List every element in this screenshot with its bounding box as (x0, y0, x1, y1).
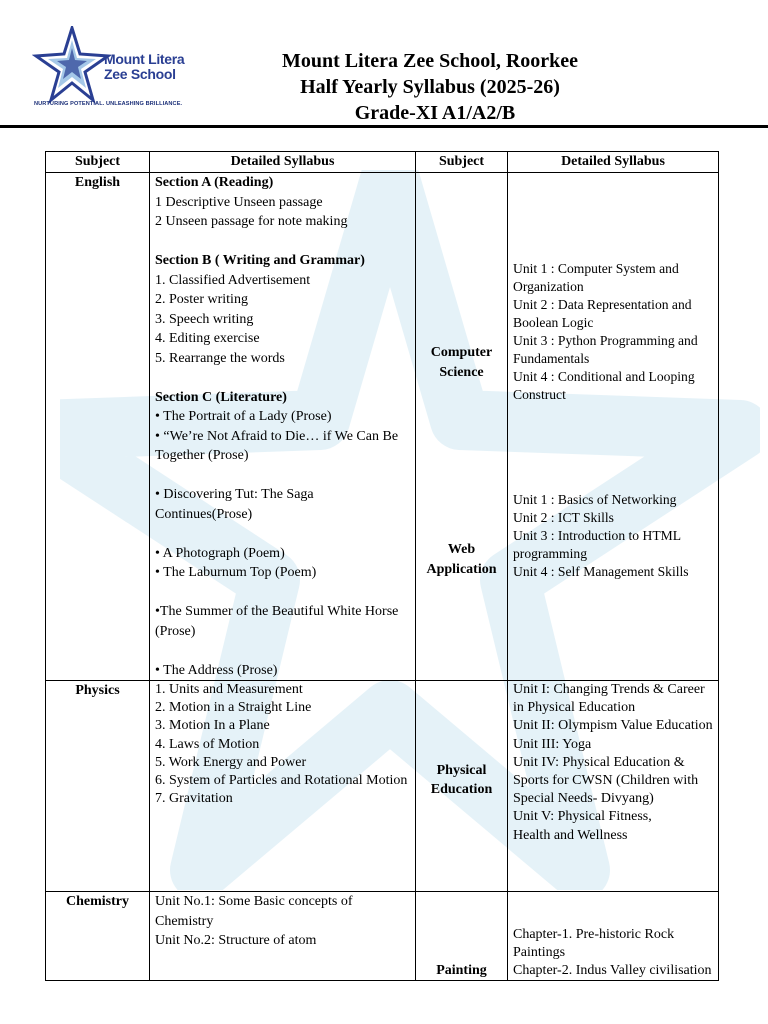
english-syllabus (150, 173, 416, 681)
syllabus-item: 7. Gravitation (155, 791, 233, 807)
syllabus-item: Unit No.2: Structure of atom (155, 933, 317, 948)
subject-physics: Physics (46, 681, 150, 892)
syllabus-item: Unit 3 : Python Programming and Fundamentals (513, 333, 698, 366)
syllabus-item: Unit No.1: Some Basic concepts of Chemistry (155, 894, 353, 929)
syllabus-item: • A Photograph (Poem) (155, 545, 285, 561)
syllabus-item: 2 Unseen passage for note making (155, 214, 348, 229)
syllabus-item: 1. Units and Measurement (155, 682, 303, 697)
syllabus-item: Unit III: Yoga (513, 736, 592, 752)
spacer (155, 232, 410, 252)
syllabus-item: 1 Descriptive Unseen passage (155, 194, 323, 210)
logo-wordmark (104, 52, 184, 82)
syllabus-item: • “We’re Not Afraid to Die… if We Can Be Together (Prose) (155, 428, 399, 463)
table-header-row (46, 152, 719, 173)
syllabus-item: Chapter-2. Indus Valley civilisation (513, 963, 712, 978)
syllabus-item: 4. Laws of Motion (155, 736, 260, 752)
syllabus-item: • The Laburnum Top (Poem) (155, 565, 317, 580)
physics-syllabus-list (155, 681, 410, 808)
syllabus-item: 6. System of Particles and Rotational Motion (155, 773, 408, 789)
logo-name-line1: Mount Litera (104, 51, 185, 67)
syllabus-item: Unit IV: Physical Education & Sports for CWSN (Children with Special Needs- Divyang) (513, 754, 699, 807)
syllabus-item: Unit 4 : Self Management Skills (513, 564, 689, 579)
computer-science-syllabus-list (513, 260, 713, 404)
syllabus-item: • The Address (Prose) (155, 662, 278, 678)
cs-web-syllabus (508, 173, 719, 681)
syllabus-item: 3. Speech writing (155, 311, 254, 327)
physical-education-syllabus (508, 681, 719, 892)
syllabus-item: 1. Classified Advertisement (155, 272, 311, 288)
spacer (155, 583, 410, 603)
subject-cs-web (416, 173, 508, 681)
syllabus-item: 2. Motion in a Straight Line (155, 700, 312, 716)
syllabus-item: Unit 3 : Introduction to HTML programming (513, 528, 681, 561)
header-divider (0, 125, 768, 128)
subject-physical-education: Physical Education (416, 681, 508, 892)
spacer (155, 466, 410, 486)
painting-syllabus (508, 892, 719, 981)
painting-syllabus-list (513, 926, 713, 980)
physics-syllabus (150, 681, 416, 892)
syllabus-item: 2. Poster writing (155, 292, 248, 307)
syllabus-item: Unit 2 : ICT Skills (513, 510, 614, 525)
syllabus-item: • Discovering Tut: The Saga Continues(Prose) (155, 487, 314, 522)
section-heading: Section C (Literature) (155, 389, 287, 405)
chemistry-syllabus (150, 892, 416, 981)
subject-web-application: Web Application (426, 542, 497, 577)
logo-name-line2: Zee School (104, 66, 176, 82)
grade-title: Grade-XI A1/A2/B (354, 102, 516, 124)
syllabus-item: 3. Motion In a Plane (155, 718, 270, 734)
subject-painting: Painting (416, 892, 508, 981)
table-row (46, 173, 719, 681)
column-header: Subject (46, 152, 150, 173)
table-row (46, 892, 719, 981)
spacer (155, 641, 410, 661)
syllabus-item: •The Summer of the Beautiful White Horse (Prose) (155, 604, 399, 639)
subject-computer-science: Computer Science (430, 345, 493, 380)
subject-chemistry: Chemistry (46, 892, 150, 981)
column-header: Subject (416, 152, 508, 173)
syllabus-title: Half Yearly Syllabus (2025-26) (300, 76, 560, 98)
syllabus-item: Unit II: Olympism Value Education (513, 718, 713, 734)
syllabus-item: • The Portrait of a Lady (Prose) (155, 409, 332, 424)
syllabus-item: Chapter-1. Pre-historic Rock Paintings (513, 927, 675, 960)
syllabus-item: Health and Wellness (513, 827, 628, 843)
logo-tagline: NURTURING POTENTIAL. UNLEASHING BRILLIANCE. (34, 101, 183, 107)
web-application-syllabus-list (513, 491, 713, 581)
physical-education-syllabus-list (513, 681, 713, 845)
syllabus-item: 5. Work Energy and Power (155, 754, 307, 770)
star-logo-icon (32, 26, 112, 104)
syllabus-item: Unit I: Changing Trends & Career in Physical Education (513, 682, 705, 716)
school-name: Mount Litera Zee School, Roorkee (281, 50, 579, 72)
syllabus-table (45, 151, 719, 981)
subject-english: English (46, 173, 150, 681)
syllabus-item: 4. Editing exercise (155, 331, 260, 346)
syllabus-item: Unit 4 : Conditional and Looping Construct (513, 369, 695, 402)
syllabus-item: Unit 2 : Data Representation and Boolean Logic (513, 297, 692, 330)
spacer (155, 368, 410, 388)
syllabus-item: Unit V: Physical Fitness, (513, 809, 652, 825)
syllabus-item: Unit 1 : Basics of Networking (513, 492, 677, 507)
english-syllabus-list (155, 173, 410, 680)
section-heading: Section B ( Writing and Grammar) (155, 253, 365, 268)
school-logo (32, 26, 202, 112)
syllabus-item: Unit 1 : Computer System and Organization (513, 261, 679, 294)
chemistry-syllabus-list (155, 892, 410, 951)
document-title (220, 48, 640, 126)
column-header: Detailed Syllabus (150, 152, 416, 173)
table-row (46, 681, 719, 892)
column-header: Detailed Syllabus (508, 152, 719, 173)
syllabus-item: 5. Rearrange the words (155, 350, 285, 366)
section-heading: Section A (Reading) (155, 175, 274, 190)
spacer (155, 524, 410, 544)
